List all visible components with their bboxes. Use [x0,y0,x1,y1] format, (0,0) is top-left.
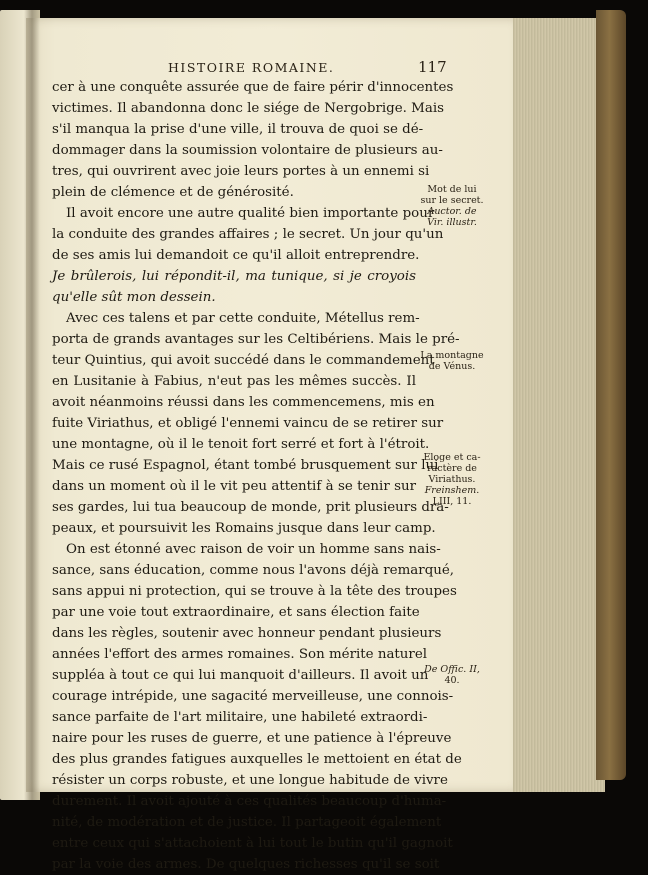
text-line: s'il manqua la prise d'une ville, il trouva de quoi se dé- [52,122,424,137]
text-line: des plus grandes fatigues auxquelles le mettoient en état de [52,752,462,767]
text-line: fuite Viriathus, et obligé l'ennemi vaincu de se retirer sur [52,416,444,431]
page-edges [513,18,605,792]
margin-note-line: Freinshem. [424,485,480,496]
margin-note-line: sur le secret. [420,195,484,206]
text-line: sance parfaite de l'art militaire, une habileté extraordi- [52,710,428,725]
text-line: dans les règles, soutenir avec honneur pendant plusieurs [52,626,442,641]
margin-note-line: Mot de lui [427,184,477,195]
text-line: une montagne, où il le tenoit fort serré et fort à l'étroit. [52,437,430,452]
margin-note-line: Vir. illustr. [427,217,477,228]
margin-note-line: La montagne [420,350,484,361]
text-line: Avec ces talens et par cette conduite, Métellus rem- [66,311,420,326]
margin-note-viriathus [419,452,485,507]
text-line: dans un moment où il le vit peu attentif à se tenir sur [52,479,416,494]
text-line: Mais ce rusé Espagnol, étant tombé brusquement sur lui [52,458,439,473]
text-line: naire pour les ruses de guerre, et une patience à l'épreuve [52,731,452,746]
text-line: sance, sans éducation, comme nous l'avons déjà remarqué, [52,563,455,578]
text-line: plein de clémence et de générosité. [52,185,294,200]
text-line: ses gardes, lui tua beaucoup de monde, prit plusieurs dra- [52,500,449,515]
text-line: On est étonné avec raison de voir un homme sans nais- [66,542,441,557]
text-line: années l'effort des armes romaines. Son mérite naturel [52,647,428,662]
margin-note-line: Eloge et ca- [423,452,481,463]
text-line: par la voie des armes. De quelques richesses qu'il se soit [52,857,440,872]
margin-note-line: de Vénus. [428,361,476,372]
text-line: victimes. Il abandonna donc le siége de Nergobrige. Mais [52,101,444,116]
margin-note-line: Viriathus. [428,474,476,485]
text-line: tres, qui ouvrirent avec joie leurs portes à un ennemi si [52,164,430,179]
text-line: en Lusitanie à Fabius, n'eut pas les mêmes succès. Il [52,374,416,389]
text-line: porta de grands avantages sur les Celtibériens. Mais le pré- [52,332,460,347]
margin-note-line: Auctor. de [427,206,477,217]
text-line: teur Quintius, qui avoit succédé dans le commandement [52,353,435,368]
text-line: peaux, et poursuivit les Romains jusque dans leur camp. [52,521,436,536]
text-line: dommager dans la soumission volontaire de plusieurs au- [52,143,443,158]
text-line: résister un corps robuste, et une longue habitude de vivre [52,773,448,788]
text-line: la conduite des grandes affaires ; le secret. Un jour qu'un [52,227,444,242]
text-line: courage intrépide, une sagacité merveilleuse, une connois- [52,689,454,704]
text-line: sans appui ni protection, qui se trouve à la tête des troupes [52,584,457,599]
margin-note-venus [419,350,485,372]
book-gutter [24,10,40,800]
text-line: avoit néanmoins réussi dans les commencemens, mis en [52,395,435,410]
text-line: qu'elle sût mon dessein. [52,290,216,305]
text-line: par une voie tout extraordinaire, et sans élection faite [52,605,420,620]
text-line: entre ceux qui s'attachoient à lui tout le butin qu'il gagnoit [52,836,453,851]
running-title: HISTOIRE ROMAINE. [168,60,335,75]
text-line: cer à une conquête assurée que de faire périr d'innocentes [52,80,454,95]
margin-note-line: De Offic. II, [424,664,480,675]
text-line: de ses amis lui demandoit ce qu'il alloit entreprendre. [52,248,420,263]
margin-note-secret [419,184,485,228]
text-line: Je brûlerois, lui répondit-il, ma tunique, si je croyois [52,269,416,284]
margin-note-line: ractère de [427,463,477,474]
page-number: 117 [418,58,447,76]
margin-note-line: 40. [444,675,460,686]
text-line: durement. Il avoit ajouté à ces qualités beaucoup d'huma- [52,794,447,809]
book-cover [596,10,626,780]
margin-note-line: LIII, 11. [432,496,472,507]
margin-note-offic [419,664,485,686]
text-line: Il avoit encore une autre qualité bien importante pour [66,206,435,221]
text-line: nité, de modération et de justice. Il partageoit également [52,815,442,830]
text-line: suppléa à tout ce qui lui manquoit d'ailleurs. Il avoit un [52,668,429,683]
